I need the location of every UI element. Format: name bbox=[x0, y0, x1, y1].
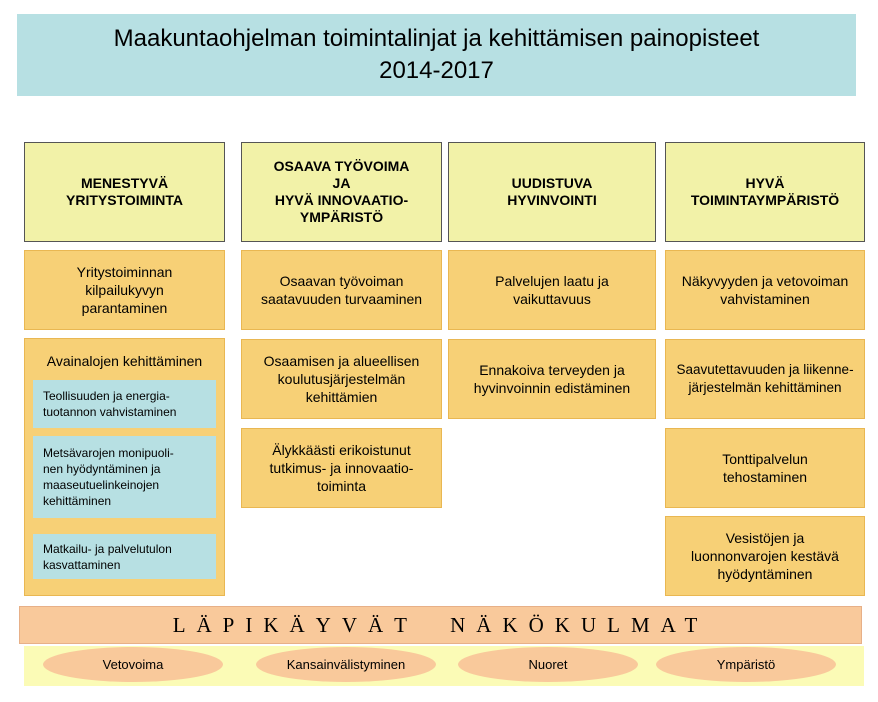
sub-box: Matkailu- ja palvelutulon kasvattaminen bbox=[33, 534, 216, 579]
perspectives-title: LÄPIKÄYVÄT NÄKÖKULMAT bbox=[19, 606, 862, 644]
sub-box: Teollisuuden ja energia- tuotannon vahvistaminen bbox=[33, 380, 216, 428]
column-header-osaava: OSAAVA TYÖVOIMA JA HYVÄ INNOVAATIO- YMPÄRISTÖ bbox=[241, 142, 442, 242]
focus-box: Ennakoiva terveyden ja hyvinvoinnin edistäminen bbox=[448, 339, 656, 419]
focus-box: Osaavan työvoiman saatavuuden turvaaminen bbox=[241, 250, 442, 330]
title-line-1: Maakuntaohjelman toimintalinjat ja kehittämisen painopisteet bbox=[113, 25, 760, 52]
column-header-menestyva: MENESTYVÄ YRITYSTOIMINTA bbox=[24, 142, 225, 242]
diagram-title bbox=[17, 14, 856, 96]
focus-box: Yritystoiminnan kilpailukyvyn parantaminen bbox=[24, 250, 225, 330]
key-sectors-label: Avainalojen kehittäminen bbox=[46, 353, 203, 369]
focus-box: Palvelujen laatu ja vaikuttavuus bbox=[448, 250, 656, 330]
focus-box: Saavutettavuuden ja liikenne- järjestelmän kehittäminen bbox=[665, 339, 865, 419]
column-header-hyva: HYVÄ TOIMINTAYMPÄRISTÖ bbox=[665, 142, 865, 242]
focus-box: Tonttipalvelun tehostaminen bbox=[665, 428, 865, 508]
perspective-oval: Ympäristö bbox=[656, 647, 836, 682]
focus-box: Älykkäästi erikoistunut tutkimus- ja innovaatio- toiminta bbox=[241, 428, 442, 508]
perspective-oval: Nuoret bbox=[458, 647, 638, 682]
focus-box: Näkyvyyden ja vetovoiman vahvistaminen bbox=[665, 250, 865, 330]
perspective-oval: Vetovoima bbox=[43, 647, 223, 682]
focus-box: Osaamisen ja alueellisen koulutusjärjestelmän kehittämien bbox=[241, 339, 442, 419]
focus-box: Vesistöjen ja luonnonvarojen kestävä hyödyntäminen bbox=[665, 516, 865, 596]
column-header-uudistuva: UUDISTUVA HYVINVOINTI bbox=[448, 142, 656, 242]
key-sectors-group bbox=[24, 338, 225, 596]
perspective-oval: Kansainvälistyminen bbox=[256, 647, 436, 682]
title-line-2: 2014-2017 bbox=[379, 57, 494, 84]
sub-box: Metsävarojen monipuoli- nen hyödyntäminen ja maaseutuelinkeinojen kehittäminen bbox=[33, 436, 216, 518]
